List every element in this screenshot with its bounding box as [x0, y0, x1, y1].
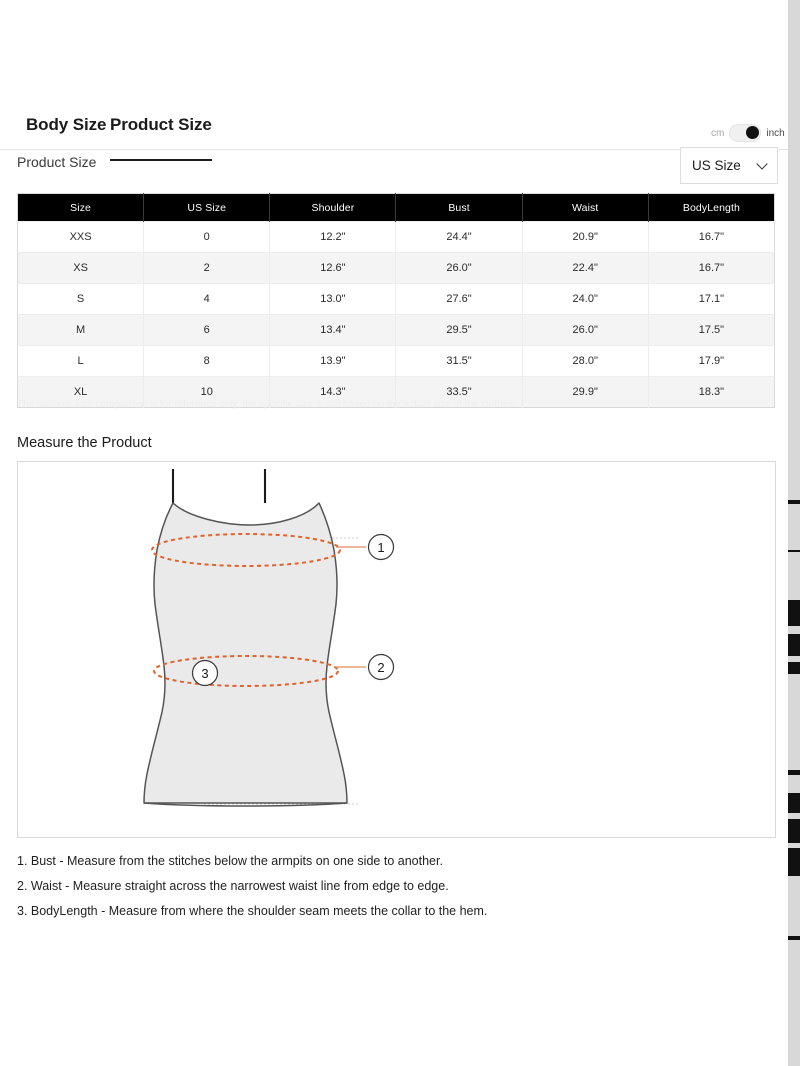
- table-cell: 26.0": [522, 315, 648, 346]
- size-guide-tabs: [0, 115, 788, 150]
- table-cell: 24.0": [522, 284, 648, 315]
- table-cell: 20.9": [522, 222, 648, 253]
- table-cell: 29.9": [522, 377, 648, 408]
- table-row: [18, 284, 775, 315]
- measure-the-product-title: Measure the Product: [17, 435, 152, 451]
- product-size-label: Product Size: [17, 154, 97, 170]
- unit-toggle-knob: [746, 126, 759, 139]
- table-cell: 17.9": [648, 346, 774, 377]
- table-cell: 16.7": [648, 222, 774, 253]
- table-cell: 18.3": [648, 377, 774, 408]
- table-cell: XL: [18, 377, 144, 408]
- background-bleed-strip: [788, 0, 800, 1066]
- table-cell: 29.5": [396, 315, 522, 346]
- table-cell: XS: [18, 253, 144, 284]
- table-row: [18, 222, 775, 253]
- callout-number-2: 2: [377, 660, 385, 675]
- table-header-cell-2: Shoulder: [270, 194, 396, 222]
- table-cell: M: [18, 315, 144, 346]
- table-cell: 13.0": [270, 284, 396, 315]
- size-standard-select[interactable]: [680, 147, 778, 184]
- unit-label-inch[interactable]: inch: [766, 127, 785, 139]
- unit-toggle[interactable]: [711, 124, 785, 142]
- tab-product-size[interactable]: Product Size: [110, 115, 212, 161]
- table-cell: 16.7": [648, 253, 774, 284]
- measure-instruction-bust: 1. Bust - Measure from the stitches below the armpits on one side to another.: [17, 854, 443, 868]
- table-cell: S: [18, 284, 144, 315]
- measure-instruction-waist: 2. Waist - Measure straight across the narrowest waist line from edge to edge.: [17, 879, 449, 893]
- table-cell: 4: [144, 284, 270, 315]
- table-cell: 12.6": [270, 253, 396, 284]
- table-row: [18, 315, 775, 346]
- size-chart-table: [17, 193, 775, 408]
- table-cell: L: [18, 346, 144, 377]
- table-cell: 14.3": [270, 377, 396, 408]
- size-disclaimer: The national size comparison is for reference only, the specific size is still based on the actual size of the clothes.: [17, 399, 516, 410]
- unit-toggle-switch[interactable]: [729, 124, 761, 142]
- table-cell: XXS: [18, 222, 144, 253]
- garment-body-shape: [144, 503, 347, 803]
- measurement-diagram: [17, 461, 776, 838]
- table-header: [18, 194, 775, 222]
- table-header-cell-1: US Size: [144, 194, 270, 222]
- table-cell: 17.5": [648, 315, 774, 346]
- garment-diagram-svg: [18, 462, 775, 837]
- table-cell: 28.0": [522, 346, 648, 377]
- tab-body-size[interactable]: Body Size: [26, 115, 107, 134]
- table-header-cell-5: BodyLength: [648, 194, 774, 222]
- table-cell: 31.5": [396, 346, 522, 377]
- table-body: [18, 222, 775, 408]
- table-header-cell-4: Waist: [522, 194, 648, 222]
- table-cell: 13.9": [270, 346, 396, 377]
- table-cell: 12.2": [270, 222, 396, 253]
- table-cell: 0: [144, 222, 270, 253]
- table-row: [18, 346, 775, 377]
- table-header-cell-3: Bust: [396, 194, 522, 222]
- table-row: [18, 253, 775, 284]
- table-cell: 24.4": [396, 222, 522, 253]
- table-cell: 27.6": [396, 284, 522, 315]
- table-cell: 6: [144, 315, 270, 346]
- measure-instruction-bodylength: 3. BodyLength - Measure from where the shoulder seam meets the collar to the hem.: [17, 904, 488, 918]
- table-cell: 17.1": [648, 284, 774, 315]
- table-header-cell-0: Size: [18, 194, 144, 222]
- table-cell: 10: [144, 377, 270, 408]
- table-cell: 2: [144, 253, 270, 284]
- table-cell: 22.4": [522, 253, 648, 284]
- table-cell: 13.4": [270, 315, 396, 346]
- unit-label-cm[interactable]: cm: [711, 127, 725, 139]
- table-header-row: [18, 194, 775, 222]
- callout-number-1: 1: [377, 540, 385, 555]
- table-cell: 8: [144, 346, 270, 377]
- chevron-down-icon: [758, 160, 767, 169]
- callout-number-3: 3: [201, 666, 209, 681]
- table-cell: 26.0": [396, 253, 522, 284]
- table-cell: 33.5": [396, 377, 522, 408]
- size-standard-value: US Size: [692, 158, 741, 173]
